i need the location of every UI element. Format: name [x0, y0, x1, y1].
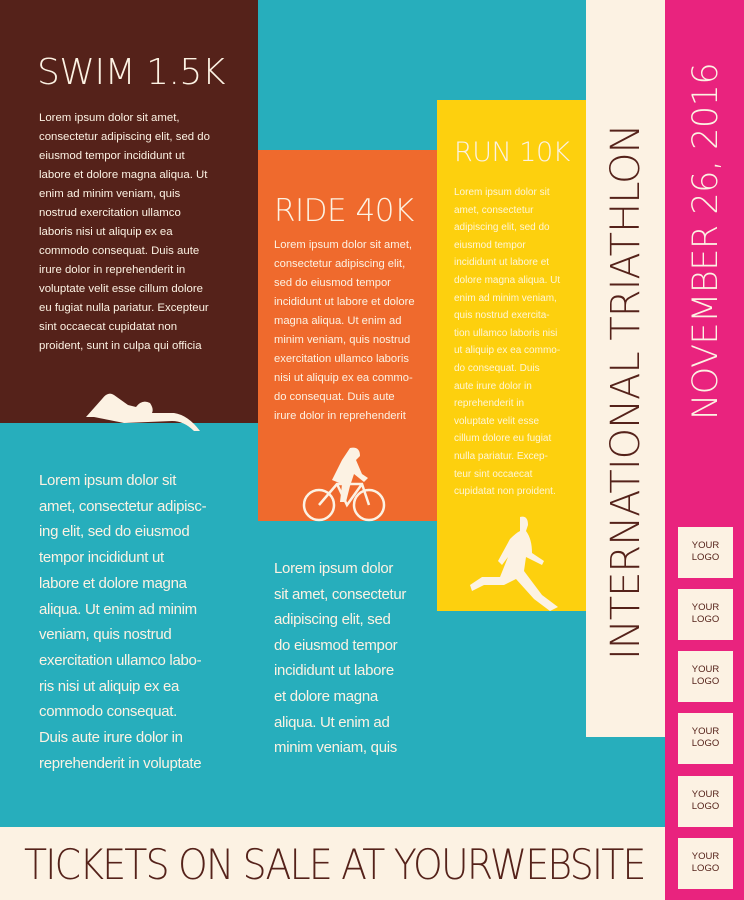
tickets-text: TICKETS ON SALE AT YOURWEBSITE — [24, 840, 645, 889]
text-line: exercitation ullamco laboris — [274, 353, 409, 365]
logo-line: LOGO — [691, 738, 720, 749]
text-line: ris nisi ut aliquip ex ea — [39, 677, 180, 695]
text-line: minim veniam, quis — [274, 739, 397, 757]
text-line: laboris nisi ut aliquip ex ea — [39, 226, 173, 238]
text-line: adipiscing elit, sed — [274, 611, 391, 629]
sponsor-logo — [678, 713, 733, 764]
logo-line: LOGO — [691, 863, 720, 874]
text-line: Lorem ipsum dolor — [274, 560, 394, 577]
logo-line: YOUR — [691, 664, 720, 675]
text-line: ing elit, sed do eiusmod — [39, 523, 190, 541]
ride-text — [274, 236, 415, 426]
text-line: enim ad minim veniam, — [454, 292, 557, 304]
ride-heading: RIDE 40K — [274, 193, 414, 229]
text-line: Lorem ipsum dolor sit — [39, 472, 177, 489]
cyclist-icon — [302, 444, 388, 524]
text-line: labore et dolore magna — [39, 574, 187, 592]
text-line: incididunt ut labore — [274, 662, 394, 680]
logo-line: YOUR — [691, 602, 720, 613]
text-line: nulla pariatur. Excep- — [454, 450, 548, 462]
text-line: tion ullamco laboris nisi — [454, 327, 558, 339]
text-line: Lorem ipsum dolor sit amet, — [274, 239, 413, 251]
run-heading: RUN 10K — [454, 137, 570, 168]
swimmer-icon — [84, 385, 204, 435]
text-line: minim veniam, quis nostrud — [274, 334, 411, 346]
text-line: irure dolor in reprehenderit in — [39, 264, 186, 276]
logo-line: LOGO — [691, 801, 720, 812]
text-line: commodo consequat. — [39, 703, 178, 721]
text-line: aliqua. Ut enim ad minim — [39, 600, 197, 618]
sponsor-logo — [678, 838, 733, 889]
logo-line: YOUR — [691, 851, 720, 862]
text-line: teur sint occaecat — [454, 468, 533, 480]
text-line: sit amet, consectetur — [274, 585, 407, 603]
text-line: incididunt ut labore et dolore — [274, 296, 415, 308]
sponsor-logo — [678, 651, 733, 702]
text-line: reprehenderit in voluptate — [39, 754, 202, 772]
text-line: adipiscing elit, sed do — [454, 222, 550, 234]
text-line: aute irure dolor in — [454, 380, 532, 392]
text-line: nostrud exercitation ullamco — [39, 207, 181, 219]
text-line: amet, consectetur — [454, 204, 534, 216]
text-line: eiusmod tempor — [454, 239, 526, 251]
text-line: enim ad minim veniam, quis — [39, 188, 181, 200]
logo-line: YOUR — [691, 540, 720, 551]
text-line: ut aliquip ex ea commo- — [454, 345, 561, 357]
text-line: do eiusmod tempor — [274, 636, 398, 654]
left-text — [39, 468, 206, 776]
text-line: Duis aute irure dolor in — [39, 729, 183, 747]
text-line: cupidatat non proident. — [454, 486, 556, 498]
text-line: sed do eiusmod tempor — [274, 277, 391, 289]
logo-line: LOGO — [691, 676, 720, 687]
text-line: do consequat. Duis — [454, 362, 540, 374]
text-line: quis nostrud exercita- — [454, 310, 550, 322]
sponsor-logo — [678, 589, 733, 640]
text-line: tempor incididunt ut — [39, 549, 164, 567]
event-date: NOVEMBER 26, 2016 — [686, 62, 726, 420]
logo-line: YOUR — [691, 789, 720, 800]
text-line: consectetur adipiscing elit, — [274, 258, 406, 270]
text-line: cillum dolore eu fugiat — [454, 433, 552, 445]
text-line: Lorem ipsum dolor sit — [454, 187, 550, 198]
text-line: amet, consectetur adipisc- — [39, 497, 207, 515]
logo-line: YOUR — [691, 726, 720, 737]
text-line: aliqua. Ut enim ad — [274, 713, 390, 731]
sponsor-logo — [678, 776, 733, 827]
text-line: et dolore magna — [274, 687, 378, 705]
text-line: proident, sunt in culpa qui officia — [39, 340, 202, 352]
swim-heading: SWIM 1.5K — [37, 52, 225, 93]
logo-line: LOGO — [691, 552, 720, 563]
sponsor-logo — [678, 527, 733, 578]
text-line: dolore magna aliqua. Ut — [454, 274, 561, 286]
swim-text — [39, 109, 210, 356]
text-line: nisi ut aliquip ex ea commo- — [274, 372, 413, 384]
text-line: reprehenderit in — [454, 398, 525, 410]
middle-text — [274, 556, 406, 761]
text-line: voluptate velit esse — [454, 415, 540, 427]
text-line: veniam, quis nostrud — [39, 626, 172, 644]
text-line: labore et dolore magna aliqua. Ut — [39, 169, 208, 181]
text-line: exercitation ullamco labo- — [39, 651, 202, 669]
text-line: voluptate velit esse cillum dolore — [39, 283, 203, 295]
text-line: consectetur adipiscing elit, sed do — [39, 131, 210, 143]
text-line: eiusmod tempor incididunt ut — [39, 150, 185, 162]
text-line: magna aliqua. Ut enim ad — [274, 315, 402, 327]
run-text — [454, 184, 560, 501]
text-line: irure dolor in reprehenderit — [274, 410, 406, 422]
text-line: eu fugiat nulla pariatur. Excepteur — [39, 302, 209, 314]
event-title: INTERNATIONAL TRIATHLON — [603, 124, 649, 660]
text-line: Lorem ipsum dolor sit amet, — [39, 112, 180, 124]
logo-line: LOGO — [691, 614, 720, 625]
text-line: commodo consequat. Duis aute — [39, 245, 200, 257]
text-line: incididunt ut labore et — [454, 257, 550, 269]
text-line: do consequat. Duis aute — [274, 391, 395, 403]
runner-icon — [468, 515, 562, 613]
text-line: sint occaecat cupidatat non — [39, 321, 178, 333]
